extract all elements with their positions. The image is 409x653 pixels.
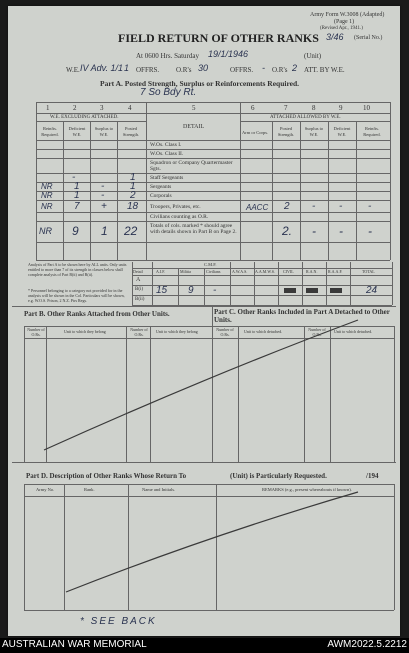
cell-value: 2 — [284, 201, 290, 212]
analysis-header: Civilians — [206, 269, 221, 274]
cell-value: - — [339, 201, 343, 212]
ors-label: O.R's — [176, 66, 192, 74]
total-value: NR — [39, 226, 52, 236]
part-c-col: Number of O.Rs. — [216, 327, 234, 337]
ors-value: 30 — [198, 63, 209, 73]
total-value: - — [312, 224, 316, 238]
cell-value: 18 — [127, 201, 139, 212]
totals-row-label: Totals of cols. marked * should agree with details shown in Part B on Page 2. — [150, 223, 237, 235]
analysis-header: Detail — [133, 269, 143, 274]
part-d-col: Army No. — [36, 487, 55, 492]
form-title: FIELD RETURN OF OTHER RANKS — [118, 31, 319, 45]
part-a-title: Part A. Posted Strength, Surplus or Reinforcements Required. — [100, 79, 300, 88]
total-value: 22 — [124, 224, 138, 238]
cell-value: 2 — [130, 190, 136, 201]
part-b-col: Number of O.Rs. — [130, 327, 148, 337]
archive-footer — [0, 638, 409, 653]
part-d-col: Rank. — [84, 487, 95, 492]
right-col-header-4: Deficient W.E. — [333, 126, 351, 137]
part-d-mid: (Unit) is Particularly Requested. — [230, 472, 327, 480]
cell-value: - — [101, 190, 105, 201]
cancellation-strokes — [8, 6, 400, 636]
col-num-4: 4 — [128, 104, 132, 112]
footer-right: AWM2022.5.2212 — [327, 639, 407, 650]
total-value: 2. — [282, 224, 293, 238]
analysis-header: CIVIL — [283, 269, 294, 274]
col-num-1: 1 — [46, 104, 50, 112]
cell-value: - — [312, 201, 316, 212]
detail-row-label: W.Os. Class II. — [150, 151, 184, 157]
at-unit: (Unit) — [304, 52, 322, 60]
detail-row-label: W.Os. Class I. — [150, 142, 182, 148]
col-num-7: 7 — [284, 104, 288, 112]
at-date: 19/1/1946 — [208, 49, 249, 59]
offrs-label: OFFRS. — [136, 66, 160, 74]
cell-value: - — [368, 201, 372, 212]
col-num-10: 10 — [363, 104, 370, 112]
offrs2-label: OFFRS. — [230, 66, 254, 74]
we-label: W.E. — [66, 66, 80, 74]
detail-row-label: Civilians counting as O.R. — [150, 214, 209, 220]
cell-value: 1 — [130, 181, 136, 192]
total-value: - — [339, 224, 343, 238]
cell-value: AACC — [246, 203, 269, 212]
offrs2-value: - — [262, 63, 265, 73]
part-c-col: Unit to which detached. — [244, 329, 283, 334]
right-col-header-3: Surplus to W.E. — [304, 126, 324, 137]
part-d-cancel-stroke — [66, 492, 358, 592]
see-back-note: * SEE BACK — [80, 616, 157, 627]
detail-row-label: Squadron or Company Quartermaster Sgts. — [150, 160, 233, 172]
form-ref-line3: (Revised Apr., 1941.) — [320, 26, 363, 31]
part-b-title: Part B. Other Ranks Attached from Other Units. — [24, 310, 170, 318]
total-value: - — [368, 224, 372, 238]
footer-left: AUSTRALIAN WAR MEMORIAL — [2, 639, 147, 650]
cell-value: + — [101, 201, 107, 212]
analysis-note-2: * Personnel belonging to a category not provided for in the analysis will be shown in the Col. Particulars will be shown, e.g. W.O.S. Prison, 2 N.Z. Ptrs Regs. — [28, 288, 125, 303]
cell-value: NR — [41, 182, 53, 191]
analysis-header: R.A.A.F. — [328, 269, 343, 274]
offrs-value: 1 — [124, 63, 130, 73]
left-col-header-3: Surplus to W.E. — [94, 126, 114, 137]
at-prefix: At 0600 Hrs. Saturday — [136, 52, 199, 60]
analysis-row-label: B(i) — [135, 287, 144, 292]
attached-header: ATTACHED ALLOWED BY W.E. — [270, 115, 341, 120]
part-c-title: Part C. Other Ranks Included in Part A Detached to Other Units. — [214, 308, 390, 324]
cell-value: NR — [41, 191, 53, 200]
analysis-value: 9 — [188, 285, 194, 296]
part-c-col: Number of O.Rs. — [308, 327, 326, 337]
analysis-header: R.A.N. — [306, 269, 318, 274]
part-c-col: Unit to which detached. — [334, 329, 373, 334]
left-col-header-1: Reinfts. Required. — [41, 126, 59, 137]
analysis-header: A.W.A.S. — [232, 269, 248, 274]
col-num-5: 5 — [192, 104, 196, 112]
analysis-note: Analysis of Part A to be shown here by ALL units. Only units entitled to more than 7 of its strength in classes below shall complete analysis of Part B(ii) and B(ii). — [28, 262, 127, 277]
ors2-value: 2 — [292, 63, 298, 73]
cmf-label: C.M.F. — [204, 262, 217, 267]
analysis-value: 24 — [366, 285, 378, 296]
total-value: 9 — [72, 224, 79, 238]
part-a-unit: 7 So Bdy Rt. — [140, 87, 197, 98]
col-num-6: 6 — [251, 104, 255, 112]
analysis-row-label: B(ii) — [135, 297, 145, 302]
part-d-year: /194 — [366, 472, 379, 480]
cell-value: 1 — [74, 181, 80, 192]
col-num-2: 2 — [73, 104, 77, 112]
part-b-col: Unit to which they belong — [156, 329, 198, 334]
cell-value: - — [72, 172, 76, 183]
col-num-3: 3 — [100, 104, 104, 112]
col-num-9: 9 — [339, 104, 343, 112]
part-d-title: Part D. Description of Other Ranks Whose Return To — [26, 472, 187, 480]
detail-row-label: Corporals — [150, 193, 172, 199]
att-label: ATT. BY W.E. — [304, 66, 345, 74]
total-value: 1 — [101, 224, 108, 238]
serial-value: 3/46 — [326, 32, 344, 42]
col-num-8: 8 — [312, 104, 316, 112]
analysis-header: TOTAL — [362, 269, 375, 274]
part-b-c-cancel-stroke — [44, 320, 358, 450]
analysis-header: A.I.F. — [156, 269, 166, 274]
cell-value: 1 — [130, 172, 136, 183]
detail-row-label: Sergeants — [150, 184, 172, 190]
we-value: IV Adv. 1/1 — [80, 63, 124, 73]
cell-value: NR — [41, 202, 53, 211]
detail-row-label: Staff Sergeants — [150, 175, 184, 181]
detail-row-label: Troopers, Privates, etc. — [150, 204, 201, 210]
part-d-col: Name and Initials. — [142, 487, 176, 492]
cell-value: 7 — [74, 201, 80, 212]
form-sheet — [8, 6, 400, 636]
right-col-header-1: Arm or Corps. — [242, 130, 269, 135]
left-col-header-2: Deficient W.E. — [68, 126, 86, 137]
analysis-value: 15 — [156, 285, 168, 296]
part-b-col: Unit to which they belong — [64, 329, 106, 334]
form-ref-line2: (Page 1) — [334, 19, 355, 25]
we-excl-header: W.E. EXCLUDING ATTACHED. — [50, 115, 119, 120]
right-col-header-2: Posted Strength. — [277, 126, 295, 137]
part-b-col: Number of O.Rs. — [27, 327, 45, 337]
analysis-value: - — [213, 285, 217, 296]
part-d-col: REMARKS (e.g., present whereabouts if known). — [262, 487, 352, 492]
analysis-header: A.A.M.W.S. — [255, 269, 275, 274]
cell-value: - — [101, 181, 105, 192]
ors2-label: O.R's — [272, 66, 288, 74]
detail-header: DETAIL — [183, 124, 205, 130]
analysis-row-label: A — [136, 277, 141, 283]
left-col-header-4: Posted Strength. — [122, 126, 140, 137]
cell-value: 1 — [74, 190, 80, 201]
analysis-header: Militia — [180, 269, 191, 274]
serial-label: (Serial No.) — [354, 35, 383, 41]
right-col-header-5: Reinfts. Required. — [363, 126, 381, 137]
form-ref-line1: Army Form W.3008 (Adapted) — [310, 12, 385, 18]
